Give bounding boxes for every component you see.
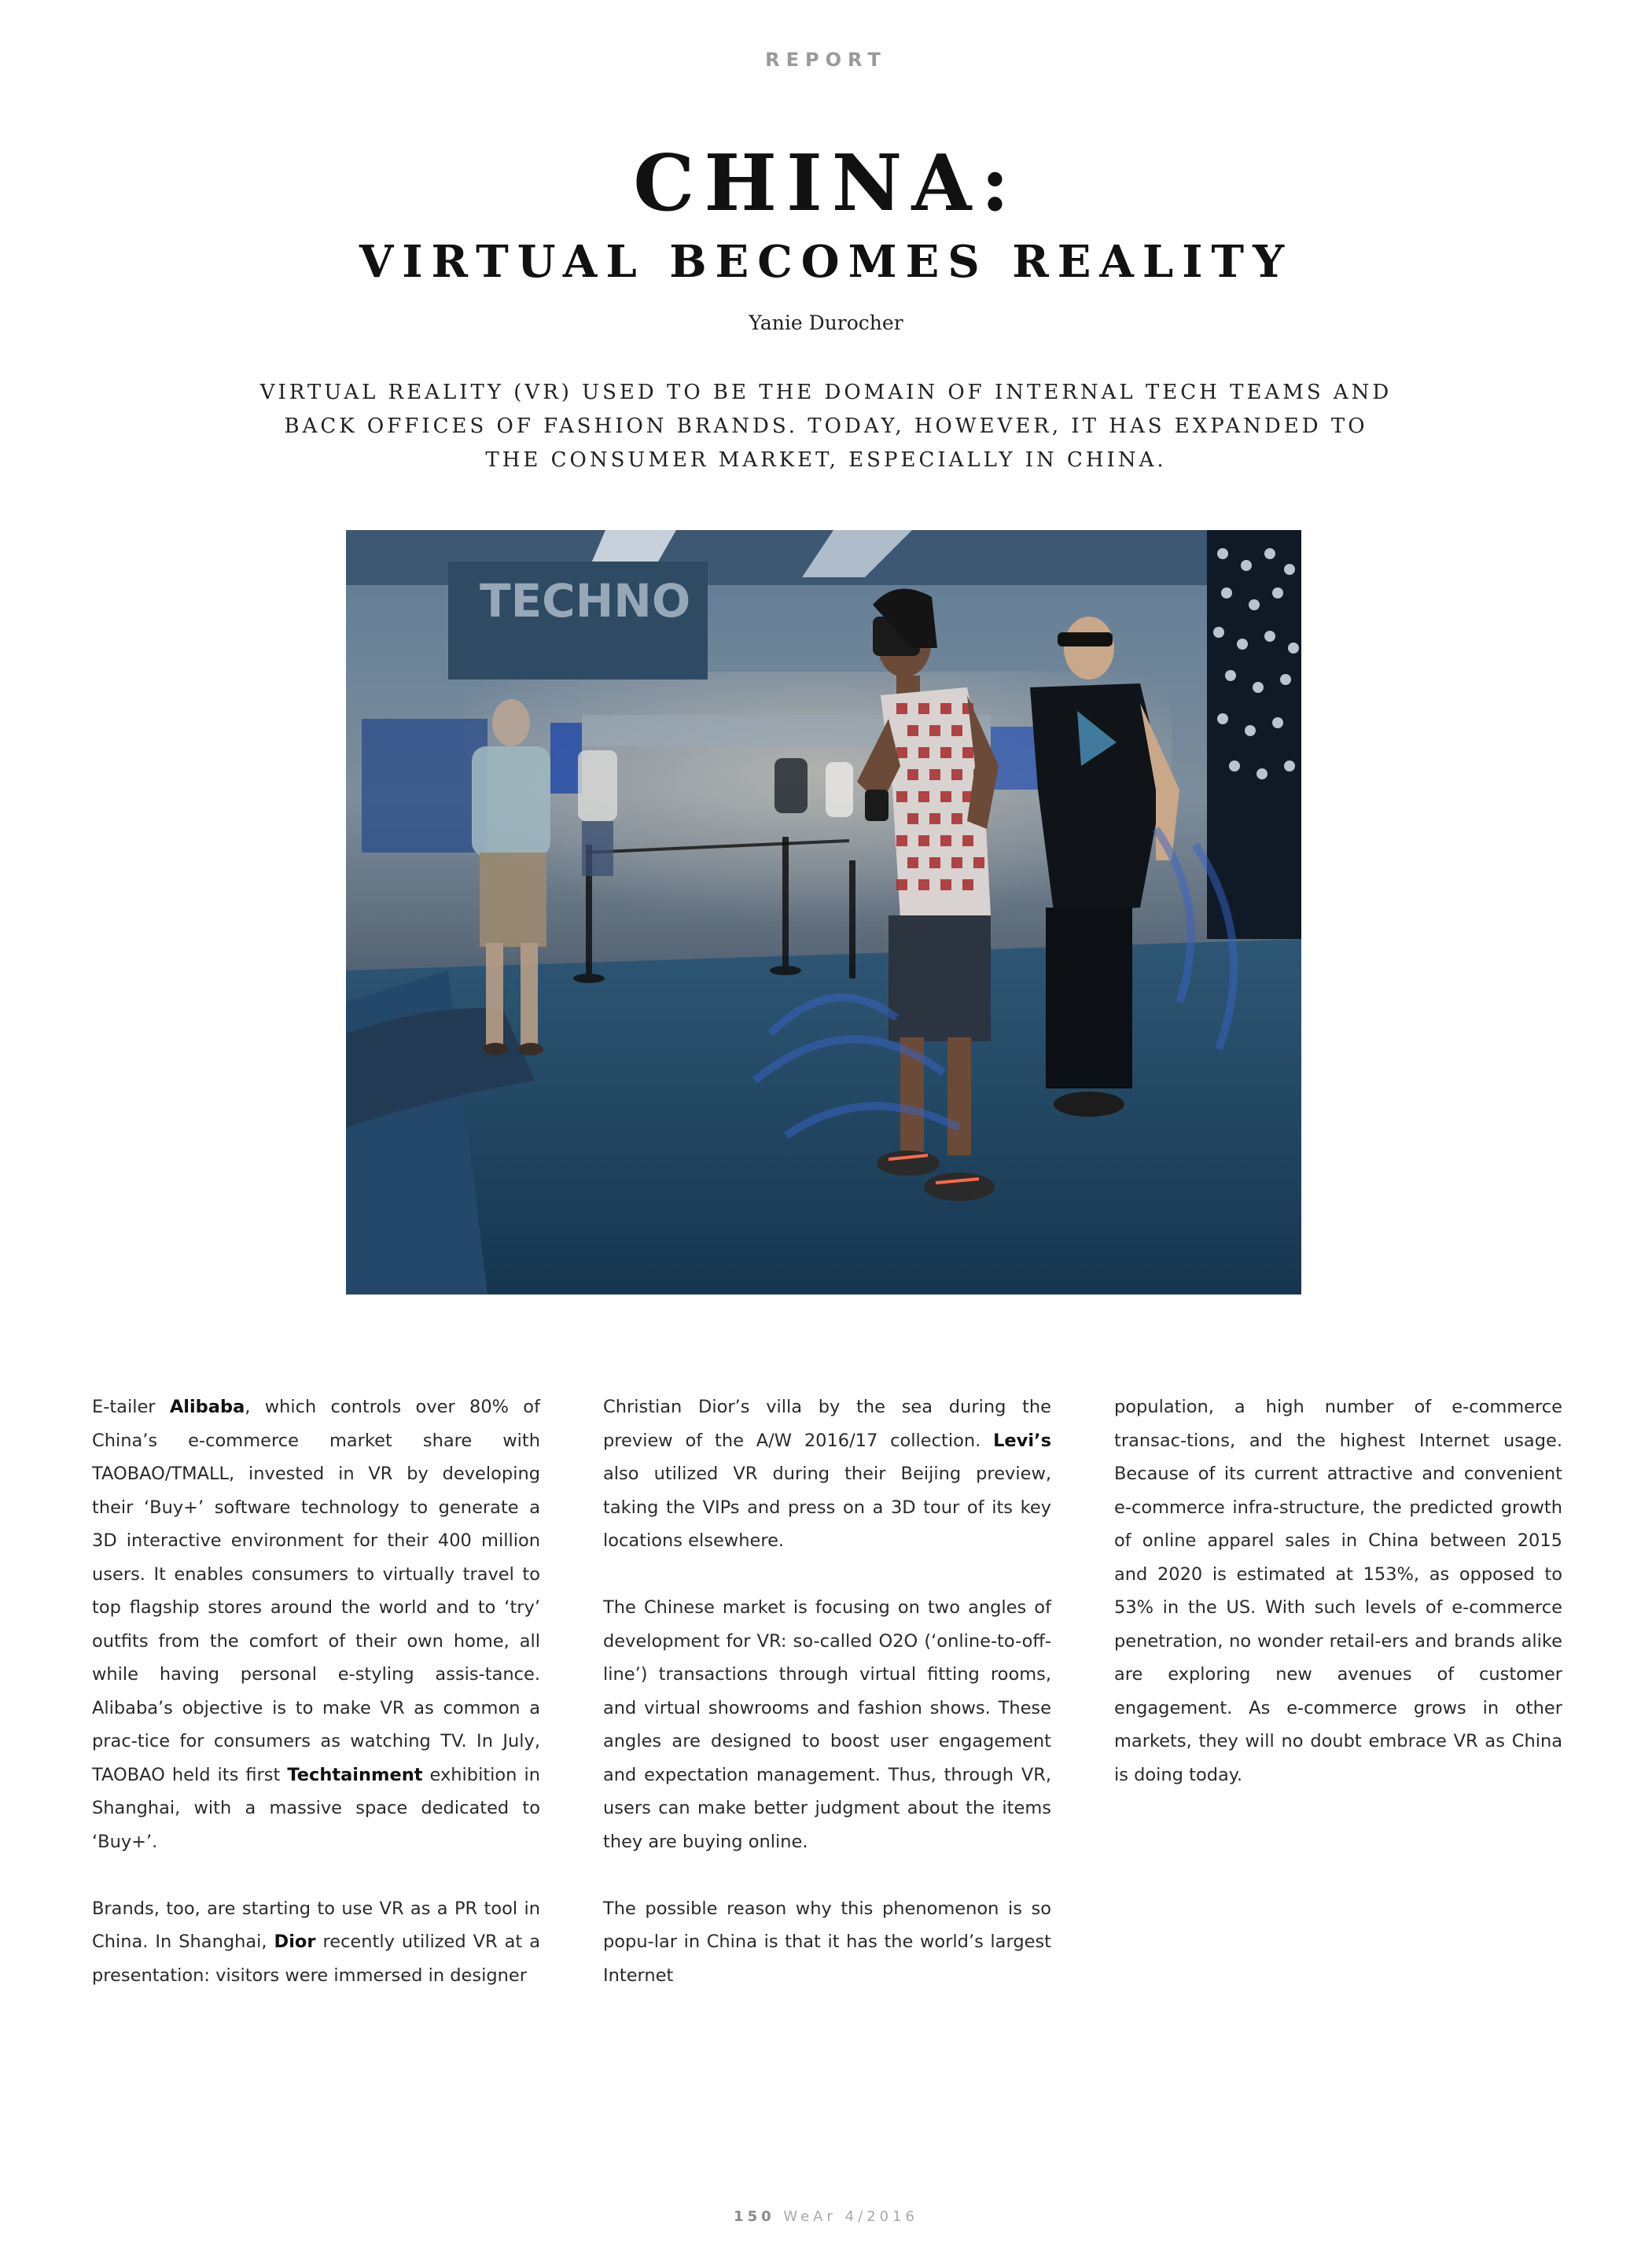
paragraph [92, 1892, 540, 1993]
brand-techtainment: Techtainment [287, 1764, 423, 1785]
brand-dior: Dior [274, 1932, 316, 1952]
text-run: Christian Dior’s villa by the sea during the preview of the A/W 2016/17 collection. [603, 1397, 1051, 1451]
article-lede: VIRTUAL REALITY (VR) USED TO BE THE DOMAIN OF INTERNAL TECH TEAMS AND BACK OFFICES OF FASHION BRANDS. TODAY, HOWEVER, IT HAS EXPANDED TO THE CONSUMER MARKET, ESPECIALLY IN CHINA. [259, 381, 1393, 472]
author-byline: Yanie Durocher [749, 311, 903, 334]
photo-sign-text: TECHNO [480, 574, 691, 628]
text-run: , which controls over 80% of China’s e-commerce market share with TAOBAO/TMALL, invested in VR by developing their ‘Buy+’ software technology to generate a 3D interactive environment for their 400 million users. It enables consumers to virtually travel to top flagship stores around the world and to ‘try’ outfits from the comfort of their own home, all while having personal e-styling assis-tance. Alibaba’s objective is to make VR as common a prac-tice for consumers as watching TV. In July, TAOBAO held its first [92, 1397, 540, 1785]
text-run: Brands, too, are starting to use VR as a PR tool in China. In Shanghai, [92, 1898, 540, 1952]
article-title: CHINA: [633, 138, 1019, 229]
page-footer [0, 2208, 1652, 2225]
article-column-2 [603, 1390, 1051, 2026]
paragraph [603, 1390, 1051, 1558]
page-number: 150 [734, 2208, 775, 2225]
brand-alibaba: Alibaba [169, 1397, 245, 1417]
text-run: also utilized VR during their Beijing preview, taking the VIPs and press on a 3D tour of its key locations elsewhere. [603, 1464, 1051, 1551]
paragraph: population, a high number of e-commerce transac-tions, and the highest Internet usage. Because of its current attractive and convenient e-commerce infra-structure, the predicted growth of online apparel sales in China between 2015 and 2020 is estimated at 153%, as opposed to 53% in the US. With such levels of e-commerce penetration, no wonder retail-ers and brands alike are exploring new avenues of customer engagement. As e-commerce grows in other markets, they will no doubt embrace VR as China is doing today. [1114, 1397, 1562, 1785]
vr-exhibition-photo [346, 530, 1301, 1295]
paragraph [92, 1390, 540, 1858]
paragraph: The Chinese market is focusing on two angles of development for VR: so-called O2O (‘online-to-off-line’) transactions through virtual fitting rooms, and virtual showrooms and fashion shows. These angles are designed to boost user engagement and expectation management. Thus, through VR, users can make better judgment about the items they are buying online. [603, 1597, 1051, 1852]
text-run: recently utilized VR at a presentation: visitors were immersed in designer [92, 1932, 540, 1986]
article-column-3 [1114, 1390, 1562, 2026]
paragraph: The possible reason why this phenomenon is so popu-lar in China is that it has the world’s largest Internet [603, 1898, 1051, 1986]
article-body [92, 1390, 1562, 2026]
publication-issue: WeAr 4/2016 [783, 2208, 918, 2225]
text-run: E-tailer [92, 1397, 170, 1417]
brand-levis: Levi’s [993, 1430, 1051, 1451]
article-subtitle: VIRTUAL BECOMES REALITY [359, 236, 1293, 288]
section-label: REPORT [765, 49, 887, 71]
article-column-1 [92, 1390, 540, 2026]
text-run: exhibition in Shanghai, with a massive space dedicated to ‘Buy+’. [92, 1764, 540, 1852]
